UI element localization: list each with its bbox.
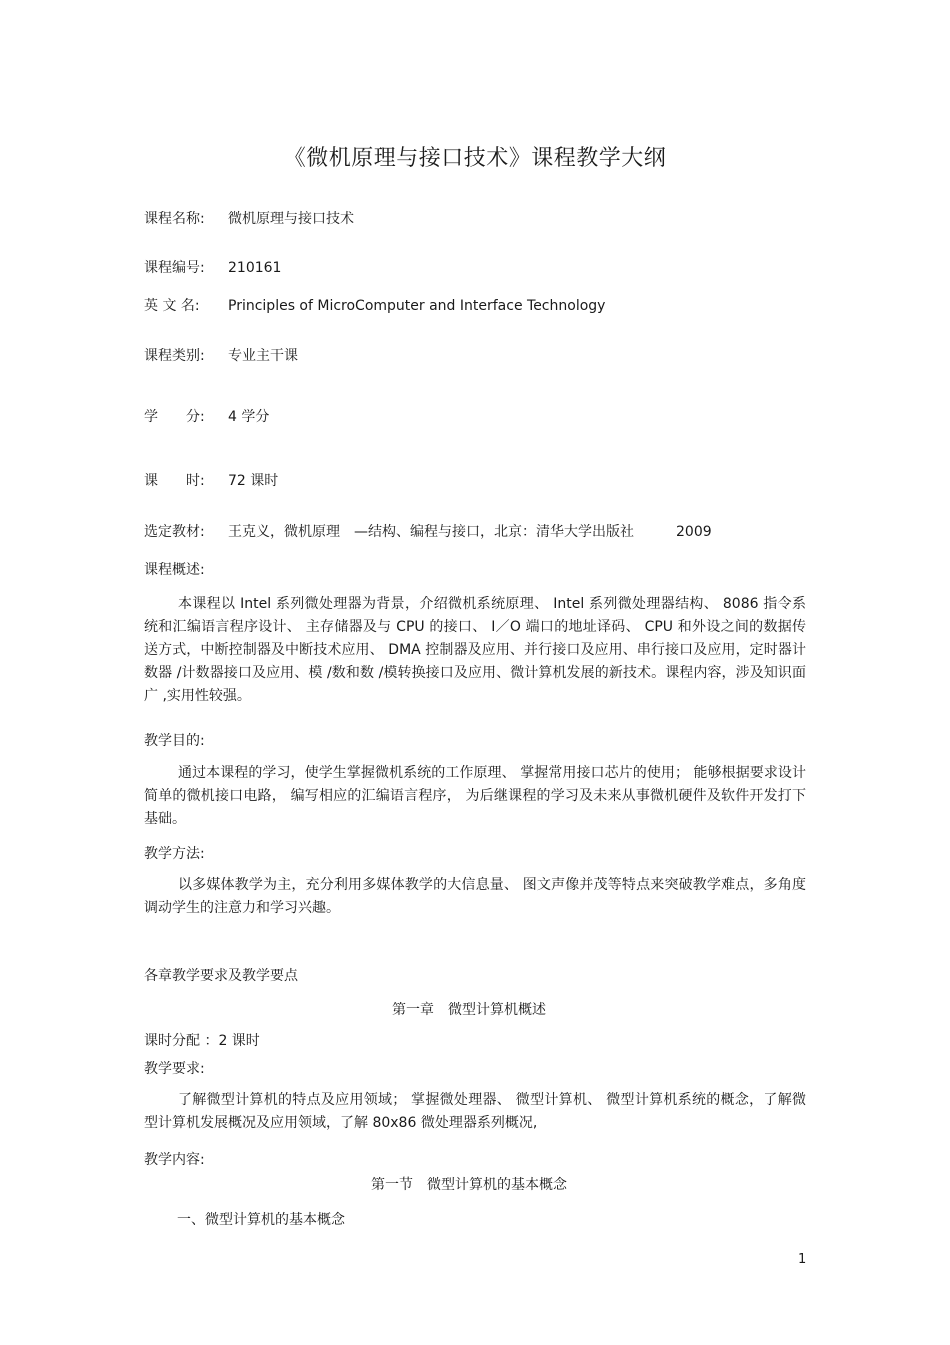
textbook-value: 王克义，微机原理 —结构、编程与接口，北京：清华大学出版社 2009 <box>228 524 712 540</box>
course-category-value: 专业主干课 <box>228 348 298 364</box>
english-name-value: Principles of MicroComputer and Interface Technology <box>228 298 606 314</box>
course-code-row <box>144 257 281 277</box>
textbook-label: 选定教材: <box>144 524 205 540</box>
section1-title: 第一节 微型计算机的基本概念 <box>371 1177 567 1193</box>
course-category-label: 课程类别: <box>144 348 205 364</box>
chapter1-requirements-paragraph: 了解微型计算机的特点及应用领域； 掌握微处理器、 微型计算机、 微型计算机系统的概念，了解微型计算机发展概况及应用领域，了解 80x86 微处理器系列概况, <box>144 1092 806 1131</box>
overview-heading: 课程概述: <box>144 562 205 578</box>
course-name-value: 微机原理与接口技术 <box>228 211 354 227</box>
credit-label: 学 分: <box>144 409 205 425</box>
english-name-row <box>144 295 605 315</box>
method-heading: 教学方法: <box>144 846 205 862</box>
chapter1-hours: 课时分配 ：2 课时 <box>144 1033 260 1049</box>
purpose-heading: 教学目的: <box>144 733 205 749</box>
course-name-row <box>144 208 354 228</box>
page-title: 《微机原理与接口技术》课程教学大纲 <box>283 146 667 171</box>
page-number: 1 <box>798 1252 807 1267</box>
chapters-heading: 各章教学要求及教学要点 <box>144 968 298 984</box>
chapter1-requirements-heading: 教学要求: <box>144 1061 205 1077</box>
class-hours-label: 课 时: <box>144 473 205 489</box>
method-paragraph: 以多媒体教学为主，充分利用多媒体教学的大信息量、 图文声像并茂等特点来突破教学难点，多角度调动学生的注意力和学习兴趣。 <box>144 877 806 916</box>
chapter1-title: 第一章 微型计算机概述 <box>392 1002 546 1018</box>
purpose-paragraph: 通过本课程的学习，使学生掌握微机系统的工作原理、 掌握常用接口芯片的使用； 能够根据要求设计简单的微机接口电路， 编写相应的汇编语言程序， 为后继课程的学习及未来从事微机硬件及软件开发打下基础。 <box>144 765 806 827</box>
course-code-value: 210161 <box>228 260 282 276</box>
class-hours-row <box>144 470 278 490</box>
course-code-label: 课程编号: <box>144 260 205 276</box>
overview-paragraph: 本课程以 Intel 系列微处理器为背景，介绍微机系统原理、 Intel 系列微处理器结构、 8086 指令系统和汇编语言程序设计、 主存储器及与 CPU 的接口、 I／O 端口的地址译码、 CPU 和外设之间的数据传送方式，中断控制器及中断技术应用、 DMA 控制器及应用、并行接口及应用、串行接口及应用，定时器计数器 /计数器接口及应用、模 /数和数 /模转换接口及应用、微计算机发展的新技术。课程内容，涉及知识面广 ,实用性较强。 <box>144 596 806 704</box>
chapter1-content-heading: 教学内容: <box>144 1152 205 1168</box>
section1-item1: 一、微型计算机的基本概念 <box>177 1212 345 1228</box>
class-hours-value: 72 课时 <box>228 473 279 489</box>
course-name-label: 课程名称: <box>144 211 205 227</box>
textbook-row <box>144 521 712 541</box>
english-name-label: 英 文 名: <box>144 298 200 314</box>
course-category-row <box>144 345 298 365</box>
credit-row <box>144 406 269 426</box>
credit-value: 4 学分 <box>228 409 270 425</box>
